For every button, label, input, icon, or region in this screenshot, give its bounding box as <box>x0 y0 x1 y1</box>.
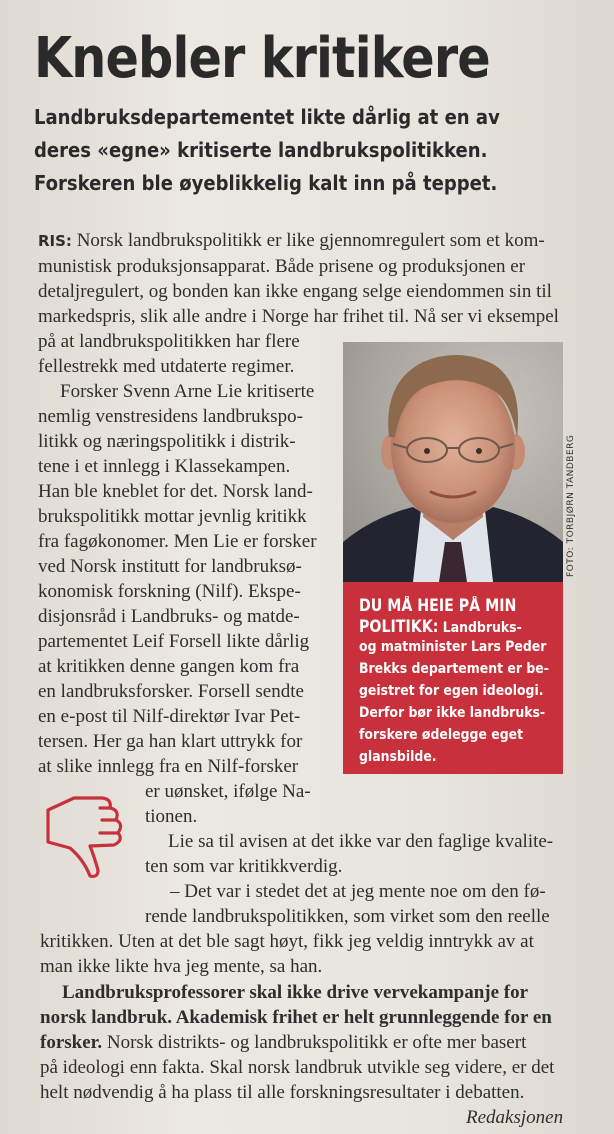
body-line: konomisk forskning (Nilf). Ekspe- <box>38 581 301 602</box>
body-line: fellestrekk med utdaterte regimer. <box>38 356 295 377</box>
lead-line: Forskeren ble øyeblikkelig kalt inn på teppet. <box>34 171 498 195</box>
portrait-photo <box>343 342 563 582</box>
ris-label: RIS: <box>38 232 72 250</box>
body-line: munistisk produksjonsapparat. Både prisene og produksjonen er <box>38 256 526 277</box>
body-line: litikk og næringspolitikk i distrik- <box>38 431 296 452</box>
body-line: forsker. Norsk distrikts- og landbrukspolitikk er ofte mer basert <box>40 1032 527 1053</box>
caption-line: forskere ødelegge eget <box>359 727 524 743</box>
caption-line: glansbilde. <box>359 749 437 765</box>
photo-credit: FOTO: TORBJØRN TANDBERG <box>566 434 576 577</box>
body-line: brukspolitikk mottar jevnlig kritikk <box>38 506 307 527</box>
body-line: en e-post til Nilf-direktør Ivar Pet- <box>38 706 301 727</box>
body-line: at kritikken denne gangen kom fra <box>38 656 300 677</box>
body-line: at slike innlegg fra en Nilf-forsker <box>38 756 299 777</box>
thumbs-down-icon <box>40 790 128 882</box>
body-line: kritikken. Uten at det ble sagt høyt, fikk jeg veldig inntrykk av at <box>40 931 534 952</box>
body-line: er uønsket, ifølge Na- <box>145 781 311 802</box>
lead-paragraph <box>34 101 527 200</box>
lead-line: Landbruksdepartementet likte dårlig at en av <box>34 105 500 129</box>
bold-line: Landbruksprofessorer skal ikke drive vervekampanje for <box>62 982 529 1003</box>
body-line: Forsker Svenn Arne Lie kritiserte <box>60 381 315 402</box>
bold-line: norsk landbruk. Akademisk frihet er helt grunnleggende for en <box>40 1007 552 1028</box>
body-line: nemlig venstresidens landbrukspo- <box>38 406 303 427</box>
body-line: man ikke likte hva jeg mente, sa han. <box>40 956 323 977</box>
body-line: detaljregulert, og bonden kan ikke engang selge eiendommen sin til <box>38 281 552 302</box>
body-line: tersen. Her ga han klart uttrykk for <box>38 731 303 752</box>
photo-caption <box>343 582 563 774</box>
body-line: tionen. <box>145 806 198 827</box>
body-line: – Det var i stedet det at jeg mente noe om den fø- <box>170 881 546 902</box>
body-line: en landbruksforsker. Forsell sendte <box>38 681 304 702</box>
body-line: på at landbrukspolitikken har flere <box>38 331 300 352</box>
caption-heading: DU MÅ HEIE PÅ MIN <box>359 596 517 615</box>
lead-line: deres «egne» kritiserte landbrukspolitikken. <box>34 138 488 162</box>
body-line: ten som var kritikkverdig. <box>145 856 343 877</box>
body-line: markedspris, slik alle andre i Norge har frihet til. Nå ser vi eksempel <box>38 306 559 327</box>
body-line: disjonsråd i Landbruks- og matde- <box>38 606 300 627</box>
body-line: Han ble kneblet for det. Norsk land- <box>38 481 313 502</box>
body-line: helt nødvendig å ha plass til alle forskningsresultater i debatten. <box>40 1082 525 1103</box>
body-line: RIS: Norsk landbrukspolitikk er like gjennomregulert som et kom- <box>38 230 545 251</box>
headline: Knebler kritikere <box>34 26 490 91</box>
body-line: Lie sa til avisen at det ikke var den faglige kvalite- <box>168 831 554 852</box>
caption-line: geistret for egen ideologi. <box>359 683 544 699</box>
caption-line: Brekks departement er be- <box>359 661 549 677</box>
body-line: partementet Leif Forsell likte dårlig <box>38 631 310 652</box>
body-line: ved Norsk institutt for landbruksø- <box>38 556 302 577</box>
caption-line: og matminister Lars Peder <box>359 639 547 655</box>
caption-line: Derfor bør ikke landbruks- <box>359 705 546 721</box>
body-line: rende landbrukspolitikken, som virket som den reelle <box>145 906 550 927</box>
body-line: på ideologi enn fakta. Skal norsk landbruk utvikle seg videre, er det <box>40 1057 555 1078</box>
caption-line: POLITIKK: Landbruks- <box>359 617 522 636</box>
body-line: tene i et innlegg i Klassekampen. <box>38 456 291 477</box>
signature: Redaksjonen <box>466 1107 564 1128</box>
body-line: fra fagøkonomer. Men Lie er forsker <box>38 531 317 552</box>
